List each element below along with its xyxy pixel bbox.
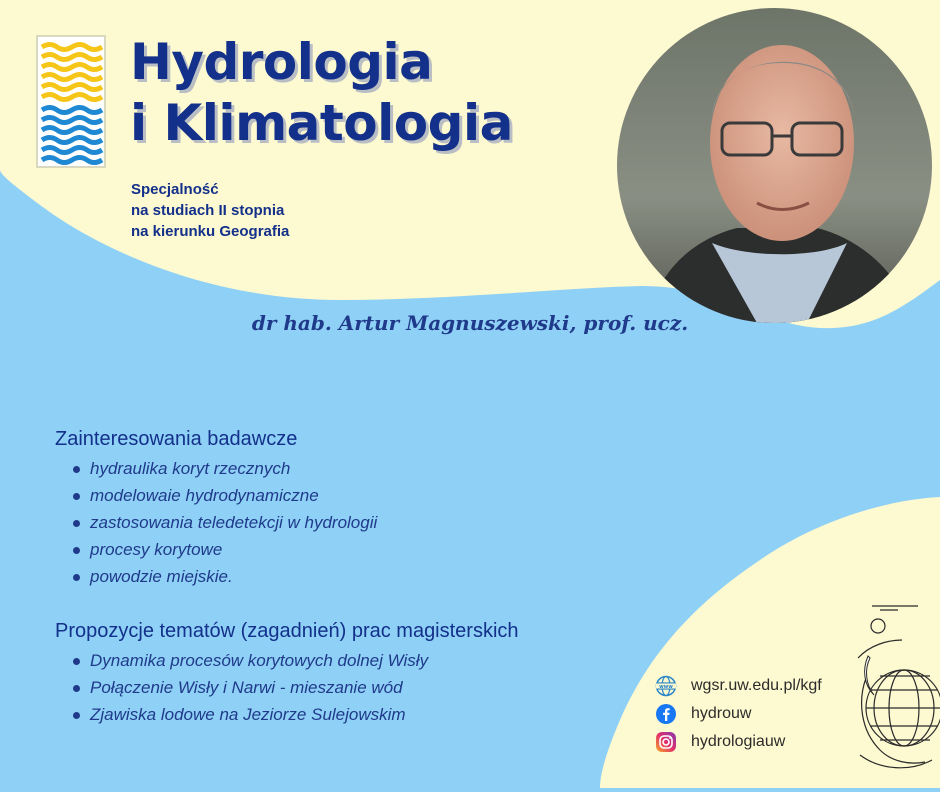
list-item: modelowaie hydrodynamiczne (73, 482, 377, 509)
list-item: Zjawiska lodowe na Jeziorze Sulejowskim (73, 701, 519, 728)
title-line-1: Hydrologia (130, 33, 433, 91)
instagram-icon (655, 731, 677, 753)
facebook-icon (655, 703, 677, 725)
subtitle-line-2: na studiach II stopnia (131, 202, 285, 219)
portrait-photo (617, 8, 932, 323)
list-item: procesy korytowe (73, 536, 377, 563)
contact-instagram-label: hydrologiauw (691, 733, 786, 750)
list-item: zastosowania teledetekcji w hydrologii (73, 509, 377, 536)
subtitle (131, 179, 289, 242)
research-interests-section (55, 426, 377, 590)
contact-facebook-label: hydrouw (691, 705, 752, 722)
hydrology-logo (36, 35, 106, 168)
contact-website[interactable] (655, 672, 822, 700)
page-title (130, 32, 513, 154)
contact-list (655, 672, 822, 756)
list-item: Połączenie Wisły i Narwi - mieszanie wód (73, 674, 519, 701)
person-name: dr hab. Artur Magnuszewski, prof. ucz. (251, 311, 689, 335)
www-globe-icon (655, 675, 677, 697)
svg-text:www: www (659, 683, 673, 690)
list-item: hydraulika koryt rzecznych (73, 455, 377, 482)
list-item: Dynamika procesów korytowych dolnej Wisły (73, 647, 519, 674)
contact-instagram[interactable] (655, 728, 822, 756)
subtitle-line-1: Specjalność (131, 181, 219, 198)
subtitle-line-3: na kierunku Geografia (131, 223, 290, 240)
research-heading: Zainteresowania badawcze (55, 428, 298, 450)
contact-facebook[interactable] (655, 700, 822, 728)
thesis-topics-section (55, 618, 519, 728)
research-list (55, 455, 377, 590)
topics-heading: Propozycje tematów (zagadnień) prac magisterskich (55, 620, 519, 642)
topics-list (55, 647, 519, 728)
faculty-globe-logo (840, 600, 940, 788)
contact-website-label: wgsr.uw.edu.pl/kgf (691, 677, 822, 694)
title-line-2: i Klimatologia (130, 94, 513, 152)
list-item: powodzie miejskie. (73, 563, 377, 590)
